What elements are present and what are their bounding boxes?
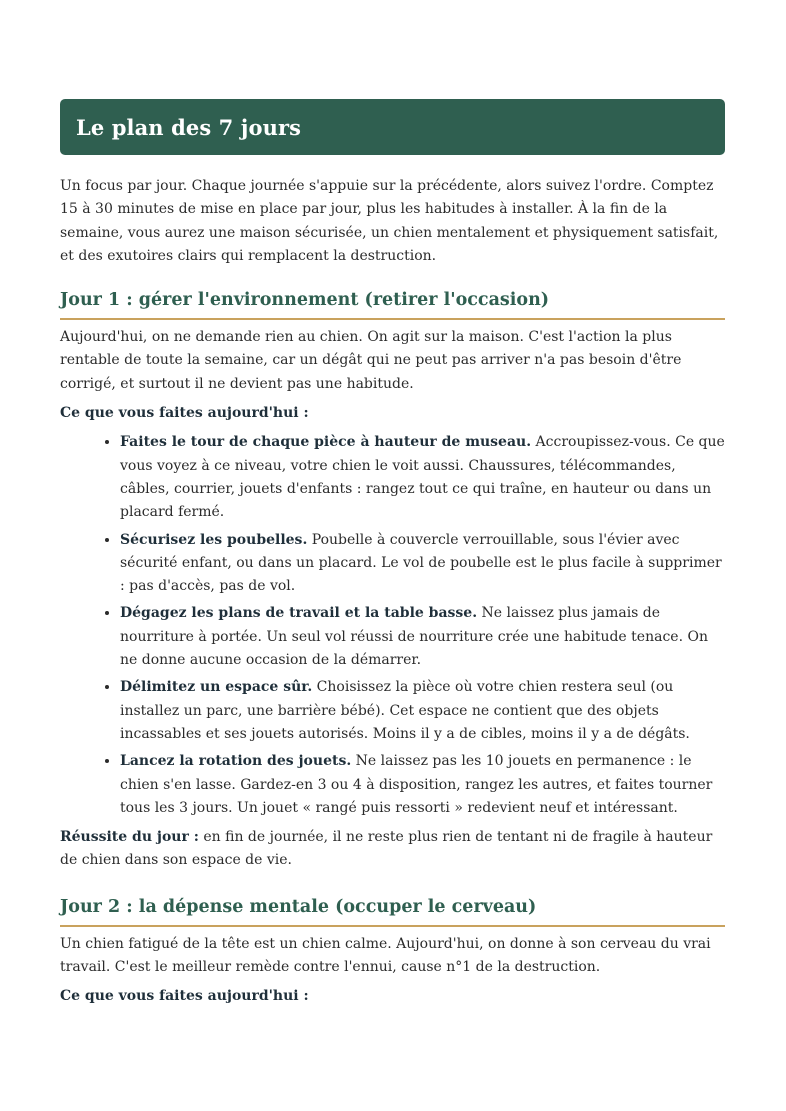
list-item-text: Poubelle à couvercle verrouillable, sous l'évier avec sécurité enfant, ou dans un placard. Le vol de poubelle est le plus facile à supprimer : pas d'accès, pas de vol.: [120, 531, 722, 595]
list-item-text: Accroupissez-vous. Ce que vous voyez à ce niveau, votre chien le voit aussi. Chaussures, télécommandes, câbles, courrier, jouets d'enfants : rangez tout ce qui traîne, en hauteur ou dans un placard fermé.: [120, 434, 725, 521]
day1-task-list: [60, 431, 725, 820]
document-page: [60, 99, 725, 1009]
success-lead: Réussite du jour :: [60, 829, 199, 846]
list-item: [120, 602, 725, 672]
list-item: [120, 431, 725, 524]
title-banner: [60, 99, 725, 155]
list-item-text: Choisissez la pièce où votre chien restera seul (ou installez un parc, une barrière bébé). Cet espace ne contient que des objets incassables et ses jouets autorisés. Moins il y a de cibles, moins il y a de dégâts.: [120, 679, 690, 742]
day2-paragraph: Un chien fatigué de la tête est un chien calme. Aujourd'hui, on donne à son cerveau du vrai travail. C'est le meilleur remède contre l'ennui, cause n°1 de la destruction.: [60, 935, 711, 976]
list-item-lead: Dégagez les plans de travail et la table basse.: [120, 605, 478, 622]
list-item-lead: Délimitez un espace sûr.: [120, 679, 313, 696]
success-text: en fin de journée, il ne reste plus rien de tentant ni de fragile à hauteur de chien dans son espace de vie.: [60, 829, 713, 869]
page-title: Le plan des 7 jours: [76, 114, 302, 140]
list-item-lead: Sécurisez les poubelles.: [120, 531, 308, 548]
day2-subheading: Ce que vous faites aujourd'hui :: [60, 988, 309, 1005]
list-item: [120, 750, 725, 820]
list-item-lead: Faites le tour de chaque pièce à hauteur de museau.: [120, 434, 532, 451]
day1-subheading: Ce que vous faites aujourd'hui :: [60, 405, 309, 422]
day2-heading: Jour 2 : la dépense mentale (occuper le cerveau): [60, 897, 725, 927]
intro-paragraph: Un focus par jour. Chaque journée s'appuie sur la précédente, alors suivez l'ordre. Comptez 15 à 30 minutes de mise en place par jour, plus les habitudes à installer. À la fin de la semaine, vous aurez une maison sécurisée, un chien mentalement et physiquement satisfait, et des exutoires clairs qui remplacent la destruction.: [60, 178, 719, 264]
list-item-lead: Lancez la rotation des jouets.: [120, 753, 352, 770]
list-item-text: Ne laissez plus jamais de nourriture à portée. Un seul vol réussi de nourriture crée une habitude tenace. On ne donne aucune occasion de la démarrer.: [120, 605, 708, 669]
list-item: [120, 529, 725, 599]
list-item-text: Ne laissez pas les 10 jouets en permanence : le chien s'en lasse. Gardez-en 3 ou 4 à disposition, rangez les autres, et faites tourner tous les 3 jours. Un jouet « rangé puis ressorti » redevient neuf et intéressant.: [120, 753, 713, 816]
day1-paragraph: Aujourd'hui, on ne demande rien au chien. On agit sur la maison. C'est l'action la plus rentable de toute la semaine, car un dégât qui ne peut pas arriver n'a pas besoin d'être corrigé, et surtout il ne devient pas une habitude.: [60, 329, 682, 392]
day1-heading: Jour 1 : gérer l'environnement (retirer l'occasion): [60, 290, 725, 320]
list-item: [120, 676, 725, 746]
day1-success: [60, 826, 725, 873]
